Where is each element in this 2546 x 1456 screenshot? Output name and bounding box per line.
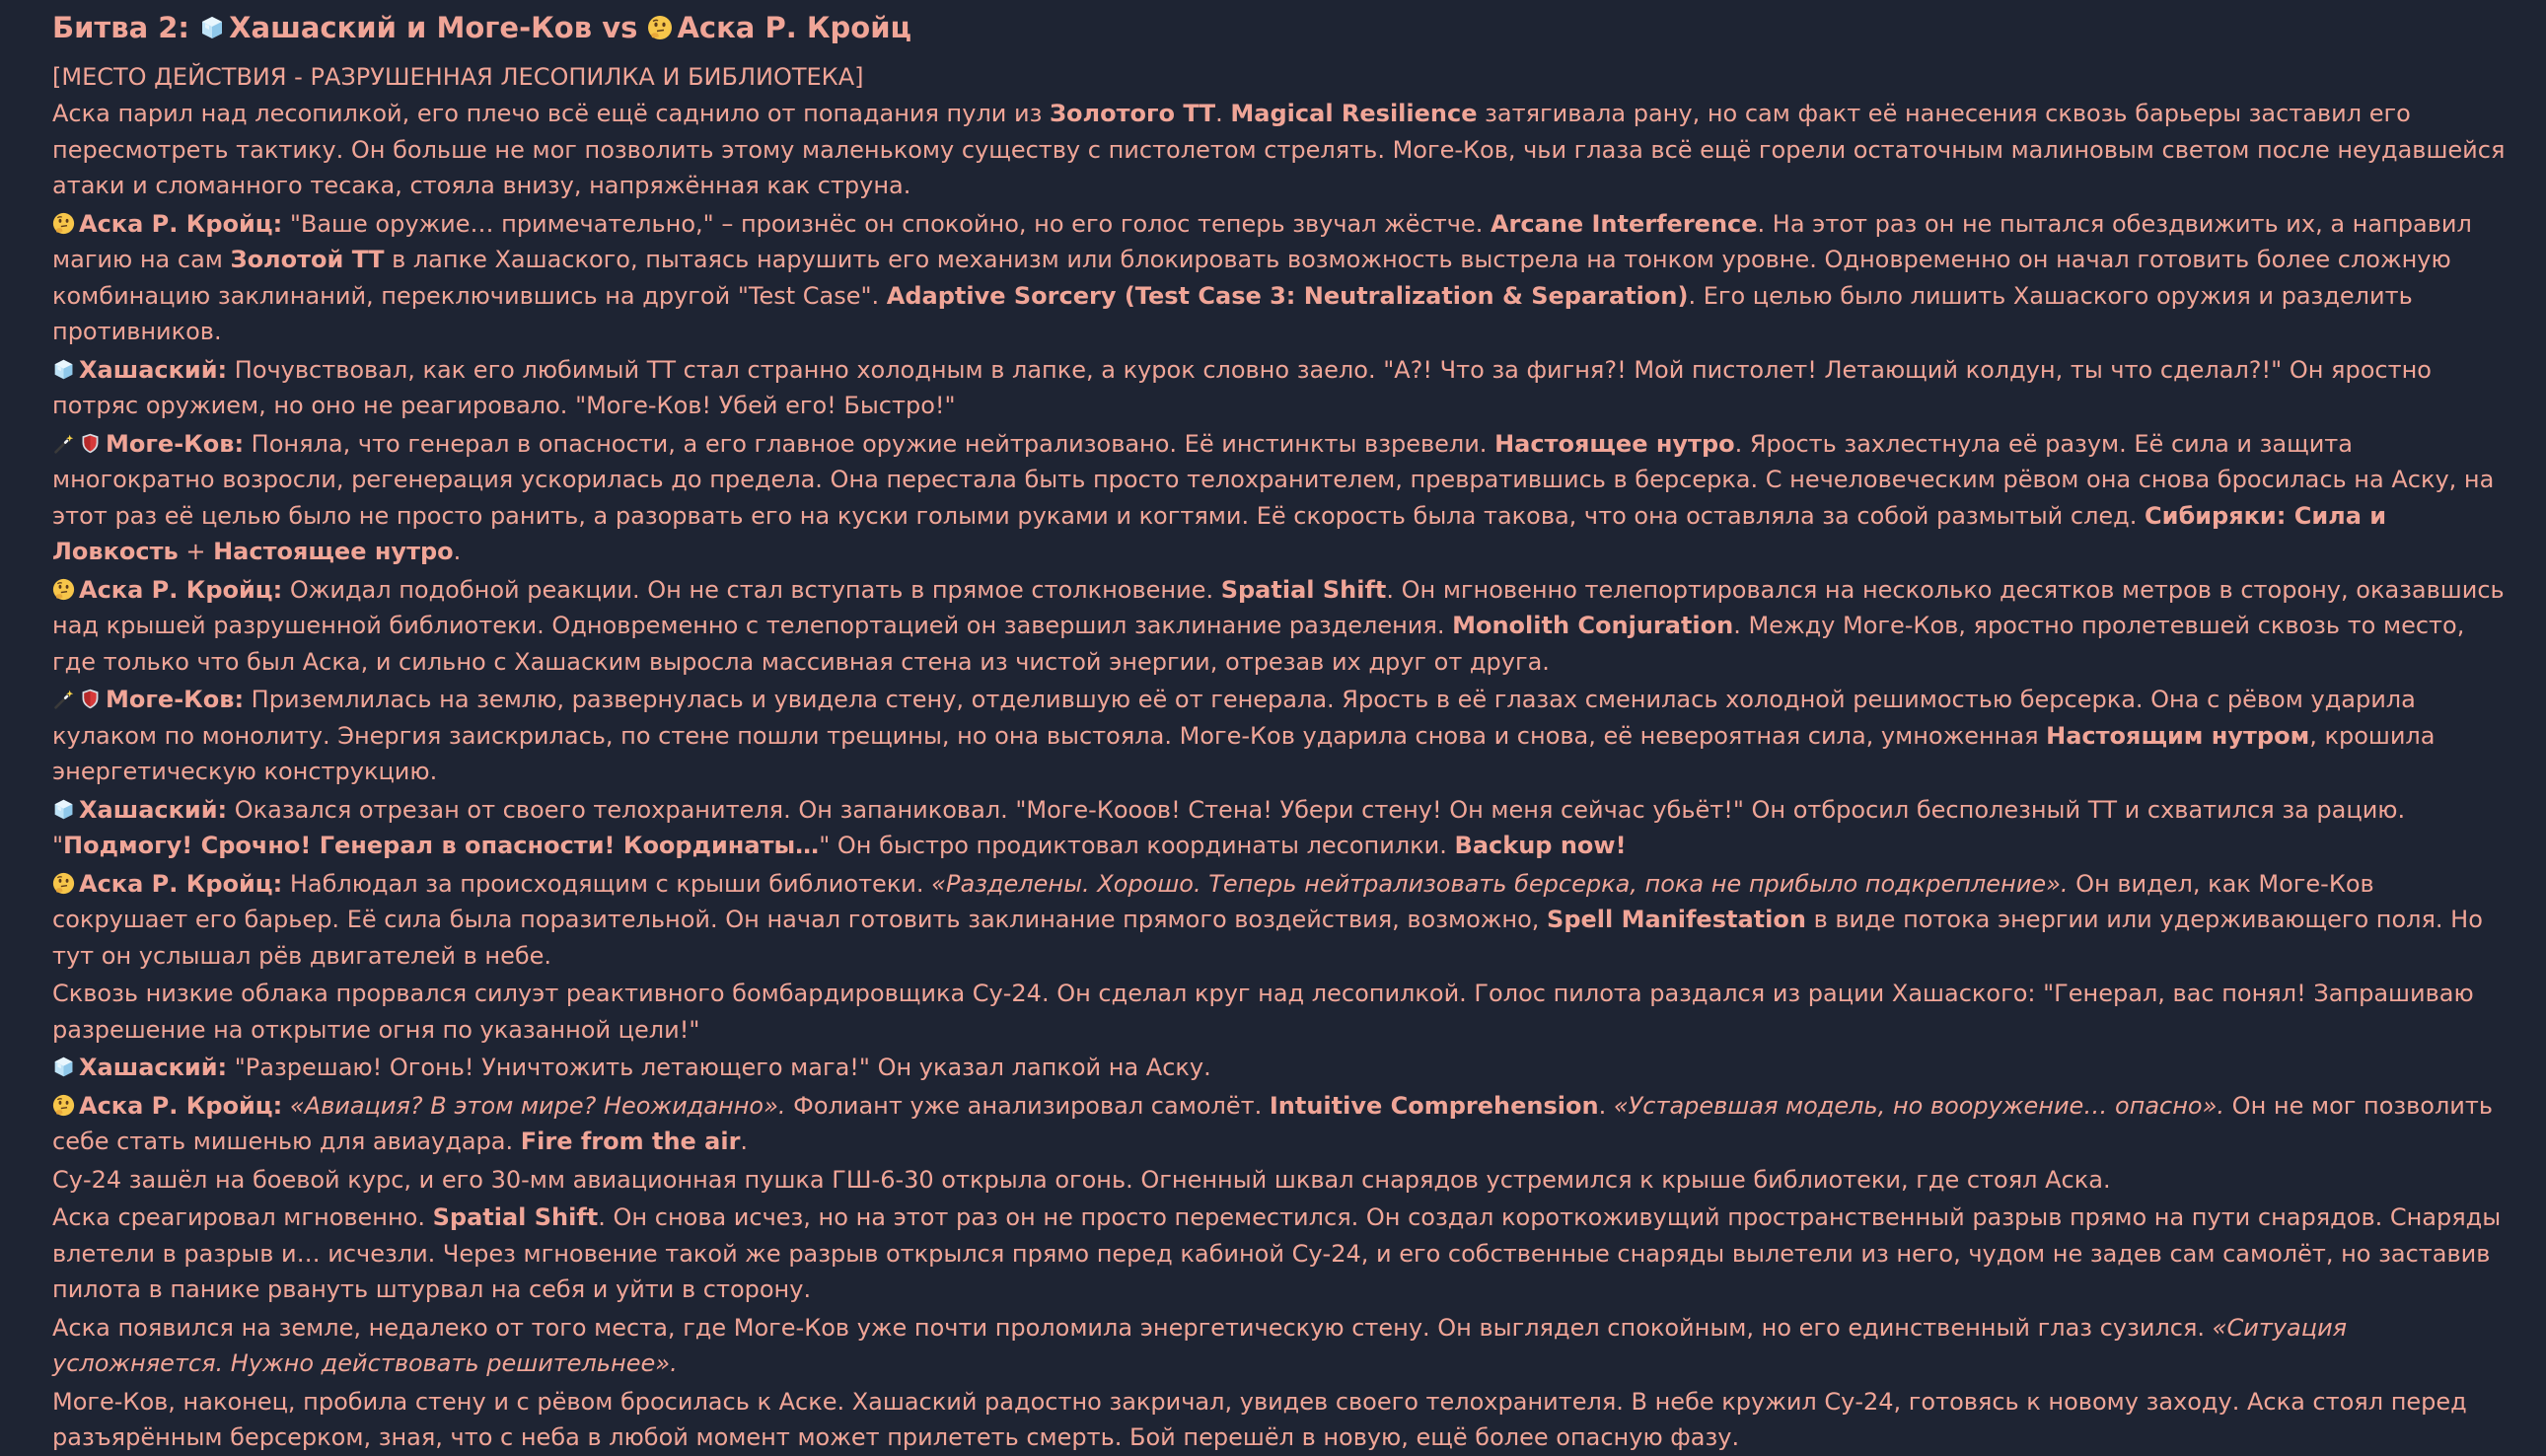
bold-term: Intuitive Comprehension: [1269, 1091, 1599, 1120]
speaker-name: Хашаский:: [79, 355, 228, 384]
text-run: Он видел, как Моге-Ков сокрушает его барьер. Её сила была поразительной. Он начал готовить заклинание прямого воздействия, возможно,: [52, 869, 2374, 933]
bold-term: Spatial Shift: [1220, 575, 1387, 604]
magic-wand-icon: [52, 688, 75, 710]
dialogue-paragraph: [52, 866, 2507, 975]
thinking-face-icon: [52, 212, 75, 235]
text-run: в виде потока энергии или удерживающего поля. Но тут он услышал рёв двигателей в небе.: [52, 906, 2483, 970]
text-run: Су-24 зашёл на боевой курс, и его 30-мм авиационная пушка ГШ-6-30 открыла огонь. Огненный шквал снарядов устремился к крыше библиотеки, где стоял Аска.: [52, 1165, 2111, 1194]
speaker-name: Аска Р. Кройц:: [79, 209, 283, 238]
text-run: Приземлилась на землю, развернулась и увидела стену, отделившую её от генерала. Ярость в её глазах сменилась холодной решимостью берсерка. Она с рёвом ударила кулаком по монолиту. Энергия заискрилась, по стене пошли трещины, но она выстояла. Моге-Ков ударила снова и снова, её невероятная сила, умноженная: [52, 686, 2416, 750]
battle-title-team1: Хашаский и Моге-Ков: [229, 11, 593, 44]
battle-title-prefix: Битва 2:: [52, 11, 190, 44]
bold-term: Настоящим нутром: [2046, 721, 2310, 750]
bold-term: Magical Resilience: [1230, 100, 1478, 127]
text-run: Ожидал подобной реакции. Он не стал вступать в прямое столкновение.: [282, 575, 1221, 604]
text-run: . Он снова исчез, но на этот раз он не просто переместился. Он создал короткоживущий пространственный разрыв прямо на пути снарядов. Снаряды влетели в разрыв и… исчезли. Через мгновение такой же разрыв открылся прямо перед кабиной Су-24, и его собственные снаряды вылетели из него, чудом не задев сам самолёт, но заставив пилота в панике рвануть штурвал на себя и уйти в сторону.: [52, 1203, 2502, 1303]
battle-title-team2: Аска Р. Кройц: [677, 11, 912, 44]
dialogue-paragraph: [52, 572, 2507, 681]
magic-wand-icon: [52, 432, 75, 455]
text-run: " Он быстро продиктовал координаты лесопилки.: [819, 832, 1455, 859]
speaker-name: Аска Р. Кройц:: [79, 575, 283, 604]
text-run: . Между Моге-Ков, яростно пролетевшей сквозь то место, где только что был Аска, и сильно с Хашаским выросла массивная стена из чистой энергии, отрезав их друг от друга.: [52, 612, 2465, 676]
bold-term: Fire from the air: [520, 1128, 741, 1155]
italic-thought: «Авиация? В этом мире? Неожиданно».: [289, 1091, 786, 1120]
bold-term: Spatial Shift: [432, 1203, 599, 1231]
text-run: .: [1215, 100, 1231, 127]
text-run: "Ваше оружие… примечательно," – произнёс он спокойно, но его голос теперь звучал жёстче.: [282, 209, 1491, 238]
text-run: . Его целью было лишить Хашаского оружия и разделить противников.: [52, 281, 2413, 345]
narration-paragraph: [52, 1200, 2507, 1308]
narration-paragraph: [52, 96, 2507, 204]
thinking-face-icon: [647, 15, 673, 40]
bold-term: Подмогу! Срочно! Генерал в опасности! Координаты…: [63, 832, 820, 859]
story-body: [52, 96, 2507, 1456]
dialogue-paragraph: [52, 1088, 2507, 1160]
dialogue-paragraph: [52, 792, 2507, 864]
text-run: .: [740, 1128, 749, 1155]
dialogue-paragraph: [52, 682, 2507, 790]
bold-term: Золотого ТТ: [1050, 100, 1216, 127]
ice-cube-icon: [52, 798, 75, 821]
ice-cube-icon: [52, 358, 75, 381]
dialogue-paragraph: [52, 206, 2507, 350]
text-run: . Он мгновенно телепортировался на несколько десятков метров в сторону, оказавшись над крышей разрушенной библиотеки. Одновременно с телепортацией он завершил заклинание разделения.: [52, 575, 2505, 639]
text-run: Наблюдал за происходящим с крыши библиотеки.: [282, 869, 932, 898]
thinking-face-icon: [52, 578, 75, 601]
italic-thought: «Устаревшая модель, но вооружение… опасно».: [1613, 1091, 2225, 1120]
speaker-name: Хашаский:: [79, 1054, 228, 1081]
text-run: , крошила энергетическую конструкцию.: [52, 721, 2436, 785]
narration-paragraph: [52, 1384, 2507, 1456]
text-run: .: [453, 538, 462, 565]
battle-title: [52, 6, 2507, 49]
bold-term: Arcane Interference: [1490, 209, 1758, 238]
ice-cube-icon: [52, 1056, 75, 1078]
bold-term: Золотой ТТ: [230, 246, 385, 273]
bold-term: Настоящее нутро: [213, 538, 454, 565]
dialogue-paragraph: [52, 1050, 2507, 1086]
text-run: Оказался отрезан от своего телохранителя. Он запаниковал. "Моге-Кооов! Стена! Убери стену! Он меня сейчас убьёт!" Он отбросил бесполезный ТТ и схватился за рацию. ": [52, 795, 2406, 859]
text-run: Он не мог позволить себе стать мишенью для авиаудара.: [52, 1091, 2494, 1155]
bold-term: Adaptive Sorcery (Test Case 3: Neutralization & Separation): [886, 281, 1689, 310]
text-run: Аска парил над лесопилкой, его плечо всё ещё саднило от попадания пули из: [52, 100, 1050, 127]
bold-term: Spell Manifestation: [1547, 906, 1806, 933]
text-run: +: [178, 538, 214, 565]
text-run: [282, 1092, 290, 1120]
bold-term: Сибиряки: Сила и Ловкость: [52, 501, 2387, 565]
location-heading: [МЕСТО ДЕЙСТВИЯ - РАЗРУШЕННАЯ ЛЕСОПИЛКА И БИБЛИОТЕКА]: [52, 63, 864, 91]
text-run: .: [1598, 1091, 1614, 1120]
ice-cube-icon: [199, 15, 225, 40]
text-run: Почувствовал, как его любимый ТТ стал странно холодным в лапке, а курок словно заело. "А?! Что за фигня?! Мой пистолет! Летающий колдун, ты что сделал?!" Он яростно потряс оружием, но оно не реагировало. "Моге-Ков! Убей его! Быстро!": [52, 355, 2432, 419]
narration-paragraph: [52, 1310, 2507, 1382]
text-run: Поняла, что генерал в опасности, а его главное оружие нейтрализовано. Её инстинкты взревели.: [244, 429, 1495, 458]
shield-icon: [79, 688, 102, 710]
text-run: "Разрешаю! Огонь! Уничтожить летающего мага!" Он указал лапкой на Аску.: [227, 1054, 1211, 1081]
battle-title-vs: vs: [602, 11, 638, 44]
text-run: Сквозь низкие облака прорвался силуэт реактивного бомбардировщика Су-24. Он сделал круг над лесопилкой. Голос пилота раздался из рации Хашаского: "Генерал, вас понял! Запрашиваю разрешение на открытие огня по указанной цели!": [52, 980, 2474, 1044]
speaker-name: Аска Р. Кройц:: [79, 869, 283, 898]
thinking-face-icon: [52, 872, 75, 895]
text-run: затягивала рану, но сам факт её нанесения сквозь барьеры заставил его пересмотреть тактику. Он больше не мог позволить этому маленькому существу с пистолетом стрелять. Моге-Ков, чьи глаза всё ещё горели остаточным малиновым светом после неудавшейся атаки и сломанного тесака, стояла внизу, напряжённая как струна.: [52, 100, 2506, 199]
shield-icon: [79, 432, 102, 455]
speaker-name: Аска Р. Кройц:: [79, 1091, 283, 1120]
bold-term: Monolith Conjuration: [1452, 612, 1734, 639]
thinking-face-icon: [52, 1094, 75, 1117]
text-run: . На этот раз он не пытался обездвижить их, а направил магию на сам: [52, 209, 2472, 273]
speaker-name: Моге-Ков:: [106, 686, 245, 713]
text-run: Аска среагировал мгновенно.: [52, 1203, 433, 1231]
narration-paragraph: [52, 1162, 2507, 1199]
bold-term: Backup now!: [1454, 832, 1627, 859]
text-run: Фолиант уже анализировал самолёт.: [785, 1091, 1270, 1120]
dialogue-paragraph: [52, 426, 2507, 570]
text-run: в лапке Хашаского, пытаясь нарушить его механизм или блокировать возможность выстрела на тонком уровне. Одновременно он начал готовить более сложную комбинацию заклинаний, переключившись на другой "Test Case".: [52, 246, 2451, 310]
bold-term: Настоящее нутро: [1494, 429, 1735, 458]
speaker-name: Моге-Ков:: [106, 429, 245, 458]
text-run: Аска появился на земле, недалеко от того места, где Моге-Ков уже почти проломила энергетическую стену. Он выглядел спокойным, но его единственный глаз сузился.: [52, 1313, 2213, 1342]
narration-paragraph: [52, 976, 2507, 1048]
italic-thought: «Ситуация усложняется. Нужно действовать решительнее».: [52, 1313, 2348, 1377]
text-run: . Ярость захлестнула её разум. Её сила и защита многократно возросли, регенерация ускорилась до предела. Она перестала быть просто телохранителем, превратившись в берсерка. С нечеловеческим рёвом она снова бросилась на Аску, на этот раз её целью было не просто ранить, а разорвать его на куски голыми руками и когтями. Её скорость была такова, что она оставляла за собой размытый след.: [52, 429, 2495, 530]
italic-thought: «Разделены. Хорошо. Теперь нейтрализовать берсерка, пока не прибыло подкрепление».: [931, 869, 2069, 898]
dialogue-paragraph: [52, 352, 2507, 424]
speaker-name: Хашаский:: [79, 795, 228, 824]
text-run: Моге-Ков, наконец, пробила стену и с рёвом бросилась к Аске. Хашаский радостно закричал, увидев своего телохранителя. В небе кружил Су-24, готовясь к новому заходу. Аска стоял перед разъярённым берсерком, зная, что с неба в любой момент может прилететь смерть. Бой перешёл в новую, ещё более опасную фазу.: [52, 1387, 2467, 1451]
